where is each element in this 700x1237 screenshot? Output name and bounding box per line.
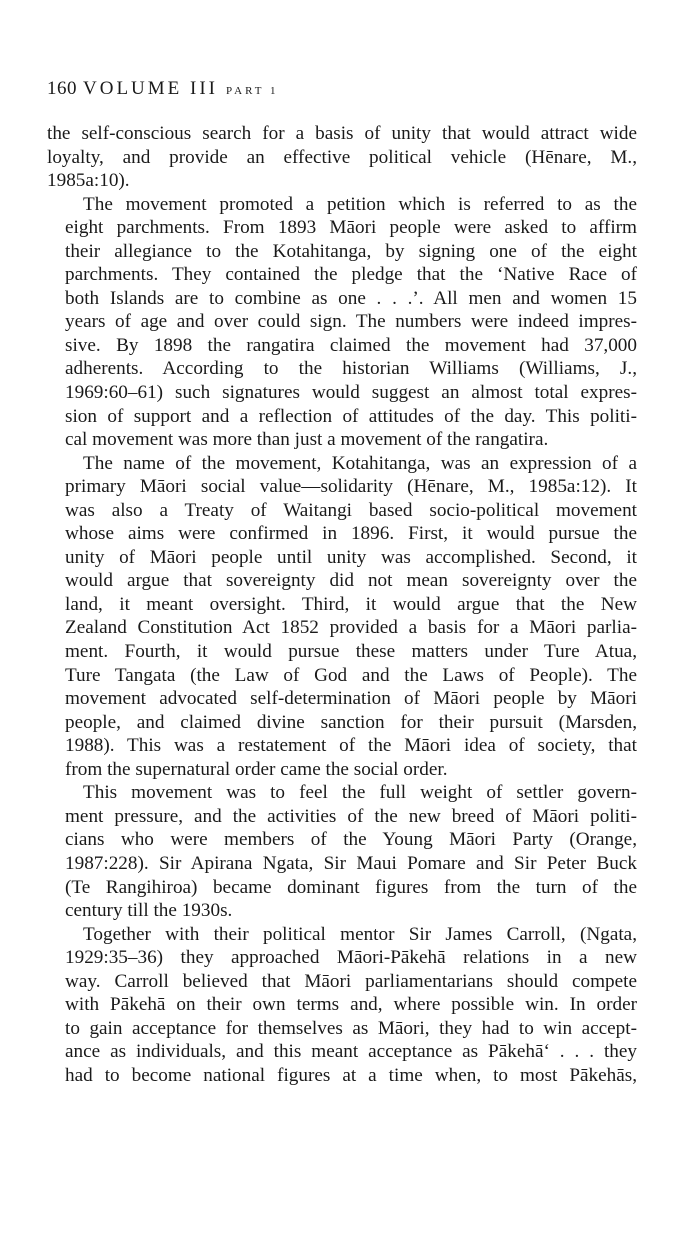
text-line: sive. By 1898 the rangatira claimed the movement had 37,000 <box>65 334 637 356</box>
text-line: movement advocated self-determination of Māori people by Māori <box>65 688 637 710</box>
body-text <box>47 122 637 1087</box>
text-line: unity of Māori people until unity was accomplished. Second, it <box>65 546 637 568</box>
paragraph <box>47 452 637 782</box>
text-line: This movement was to feel the full weight of settler govern- <box>83 782 637 804</box>
text-line: 1987:228). Sir Apirana Ngata, Sir Maui Pomare and Sir Peter Buck <box>65 852 637 874</box>
text-line: both Islands are to combine as one . . .’. All men and women 15 <box>65 287 637 309</box>
text-line: (Te Rangihiroa) became dominant figures from the turn of the <box>65 876 637 898</box>
paragraph <box>47 193 637 452</box>
text-line: to gain acceptance for themselves as Māori, they had to win accept- <box>65 1017 637 1039</box>
text-line: ment pressure, and the activities of the new breed of Māori politi- <box>65 805 637 827</box>
text-line: 1988). This was a restatement of the Māori idea of society, that <box>65 735 637 757</box>
text-line: with Pākehā on their own terms and, where possible win. In order <box>65 994 637 1016</box>
text-line: 1985a:10). <box>47 170 130 192</box>
text-line: eight parchments. From 1893 Māori people were asked to affirm <box>65 217 637 239</box>
text-line: cal movement was more than just a movement of the rangatira. <box>65 429 549 451</box>
text-line: ance as individuals, and this meant acceptance as Pākehā‘ . . . they <box>65 1041 637 1063</box>
text-line: had to become national figures at a time when, to most Pākehās, <box>65 1064 637 1086</box>
text-line: their allegiance to the Kotahitanga, by signing one of the eight <box>65 240 637 262</box>
text-line: The name of the movement, Kotahitanga, was an expression of a <box>83 452 637 474</box>
text-line: land, it meant oversight. Third, it would argue that the New <box>65 593 637 615</box>
paragraph <box>47 122 637 193</box>
text-line: 1969:60–61) such signatures would suggest an almost total expres- <box>65 382 637 404</box>
text-line: loyalty, and provide an effective political vehicle (Hēnare, M., <box>47 146 637 168</box>
text-line: century till the 1930s. <box>65 900 233 922</box>
text-line: Ture Tangata (the Law of God and the Laws of People). The <box>65 664 637 686</box>
text-line: whose aims were confirmed in 1896. First, it would pursue the <box>65 523 637 545</box>
text-line: from the supernatural order came the social order. <box>65 758 448 780</box>
text-line: adherents. According to the historian Williams (Williams, J., <box>65 358 637 380</box>
text-line: primary Māori social value—solidarity (Hēnare, M., 1985a:12). It <box>65 476 637 498</box>
running-header <box>47 78 279 100</box>
text-line: years of age and over could sign. The numbers were indeed impres- <box>65 311 637 333</box>
text-line: The movement promoted a petition which is referred to as the <box>83 193 637 215</box>
page-number: 160 <box>47 78 77 99</box>
text-line: Zealand Constitution Act 1852 provided a basis for a Māori parlia- <box>65 617 637 639</box>
part-label: PART 1 <box>226 85 279 97</box>
text-line: was also a Treaty of Waitangi based socio-political movement <box>65 499 637 521</box>
volume-label: VOLUME III <box>83 78 219 99</box>
text-line: cians who were members of the Young Māori Party (Orange, <box>65 829 637 851</box>
text-line: parchments. They contained the pledge that the ‘Native Race of <box>65 264 637 286</box>
text-line: would argue that sovereignty did not mean sovereignty over the <box>65 570 637 592</box>
paragraph <box>47 781 637 922</box>
text-line: people, and claimed divine sanction for their pursuit (Marsden, <box>65 711 637 733</box>
paragraph <box>47 923 637 1088</box>
text-line: ment. Fourth, it would pursue these matters under Ture Atua, <box>65 641 637 663</box>
text-line: Together with their political mentor Sir James Carroll, (Ngata, <box>83 923 637 945</box>
text-line: sion of support and a reflection of attitudes of the day. This politi- <box>65 405 637 427</box>
text-line: 1929:35–36) they approached Māori-Pākehā relations in a new <box>65 947 637 969</box>
text-line: way. Carroll believed that Māori parliamentarians should compete <box>65 970 637 992</box>
text-line: the self-conscious search for a basis of unity that would attract wide <box>47 123 637 144</box>
